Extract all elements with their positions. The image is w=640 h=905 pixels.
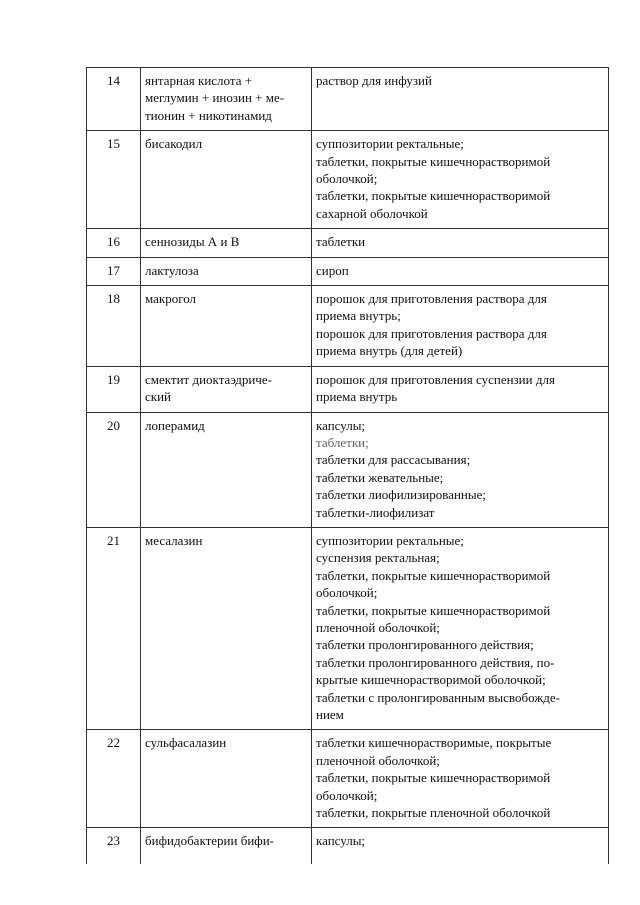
dosage-form-line: оболочкой; [316,171,378,187]
table-row [87,730,609,828]
dosage-form-line: сахарной оболочкой [316,205,428,221]
drug-name-line: смектит диоктаэдриче- [145,371,272,387]
row-number: 23 [87,828,141,864]
dosage-form-cell [312,68,609,131]
dosage-form-line: капсулы; [316,417,366,433]
dosage-form-line: суппозитории ректальные; [316,532,464,548]
drug-name-cell [141,286,312,367]
drug-name-cell [141,229,312,257]
table-row [87,366,609,412]
dosage-form-line: порошок для приготовления раствора для [316,291,547,307]
dosage-form-line: раствор для инфузий [316,73,432,88]
table-row [87,131,609,229]
drug-name-line: тионин + никотинамид [145,107,272,123]
drug-name-line: бисакодил [145,136,203,152]
dosage-form-line: таблетки кишечнорастворимые, покрытые [316,735,552,751]
drug-name-cell [141,527,312,729]
dosage-form-line: приема внутрь (для детей) [316,343,463,359]
row-number: 20 [87,412,141,527]
dosage-form-line: таблетки для рассасывания; [316,452,471,468]
drug-table [86,67,609,864]
dosage-form-cell [312,131,609,229]
dosage-form-cell [312,527,609,729]
row-number: 19 [87,366,141,412]
dosage-form-line: таблетки, покрытые пленочной оболочкой [316,805,551,821]
dosage-form-line: оболочкой; [316,585,378,601]
dosage-form-line: таблетки, покрытые кишечнорастворимой [316,602,551,618]
row-number: 16 [87,229,141,257]
drug-name-line: ский [145,389,171,405]
dosage-form-line: таблетки; [316,434,369,450]
table-row [87,68,609,131]
row-number: 14 [87,68,141,131]
dosage-form-line: суппозитории ректальные; [316,136,464,152]
dosage-form-cell [312,366,609,412]
dosage-form-line: капсулы; [316,833,366,849]
table-row [87,527,609,729]
dosage-form-line: порошок для приготовления суспензии для [316,371,555,387]
drug-name-cell [141,730,312,828]
row-number: 15 [87,131,141,229]
drug-name-line: бифидобактерии бифи- [145,833,274,849]
dosage-form-cell [312,257,609,285]
dosage-form-line: таблетки пролонгированного действия; [316,637,534,653]
dosage-form-cell [312,286,609,367]
table-row [87,412,609,527]
dosage-form-line: таблетки пролонгированного действия, по- [316,654,555,670]
dosage-form-line: пленочной оболочкой; [316,752,440,768]
table-row [87,286,609,367]
dosage-form-line: приема внутрь [316,389,398,405]
drug-name-cell [141,412,312,527]
row-number: 21 [87,527,141,729]
row-number: 17 [87,257,141,285]
row-number: 22 [87,730,141,828]
drug-table-body [87,68,609,864]
table-row [87,257,609,285]
drug-name-cell [141,366,312,412]
dosage-form-line: таблетки [316,234,366,250]
drug-name-line: месалазин [145,532,203,548]
dosage-form-line: таблетки с пролонгированным высвобожде- [316,689,560,705]
dosage-form-cell [312,412,609,527]
drug-name-cell [141,828,312,864]
drug-name-cell [141,257,312,285]
dosage-form-line: таблетки, покрытые кишечнорастворимой [316,567,551,583]
dosage-form-line: таблетки-лиофилизат [316,504,435,520]
dosage-form-line: крытые кишечнорастворимой оболочкой; [316,672,546,688]
table-row [87,828,609,864]
dosage-form-cell [312,730,609,828]
table-row [87,229,609,257]
drug-name-line: сеннозиды А и В [145,234,240,250]
drug-name-line: сульфасалазин [145,735,227,751]
drug-name-line: меглумин + инозин + ме- [145,90,285,106]
drug-name-cell [141,68,312,131]
drug-name-line: лоперамид [145,417,205,433]
dosage-form-line: нием [316,707,344,722]
dosage-form-line: таблетки жевательные; [316,469,444,485]
dosage-form-line: таблетки лиофилизированные; [316,487,486,503]
drug-name-line: янтарная кислота + [145,73,253,88]
drug-name-line: лактулоза [145,262,199,278]
dosage-form-line: порошок для приготовления раствора для [316,325,547,341]
row-number: 18 [87,286,141,367]
drug-name-line: макрогол [145,291,197,307]
dosage-form-line: пленочной оболочкой; [316,619,440,635]
dosage-form-line: приема внутрь; [316,308,401,324]
dosage-form-cell [312,828,609,864]
dosage-form-line: суспензия ректальная; [316,550,440,566]
dosage-form-line: таблетки, покрытые кишечнорастворимой [316,153,551,169]
dosage-form-cell [312,229,609,257]
dosage-form-line: оболочкой; [316,787,378,803]
dosage-form-line: сироп [316,262,349,278]
dosage-form-line: таблетки, покрытые кишечнорастворимой [316,188,551,204]
drug-name-cell [141,131,312,229]
dosage-form-line: таблетки, покрытые кишечнорастворимой [316,770,551,786]
